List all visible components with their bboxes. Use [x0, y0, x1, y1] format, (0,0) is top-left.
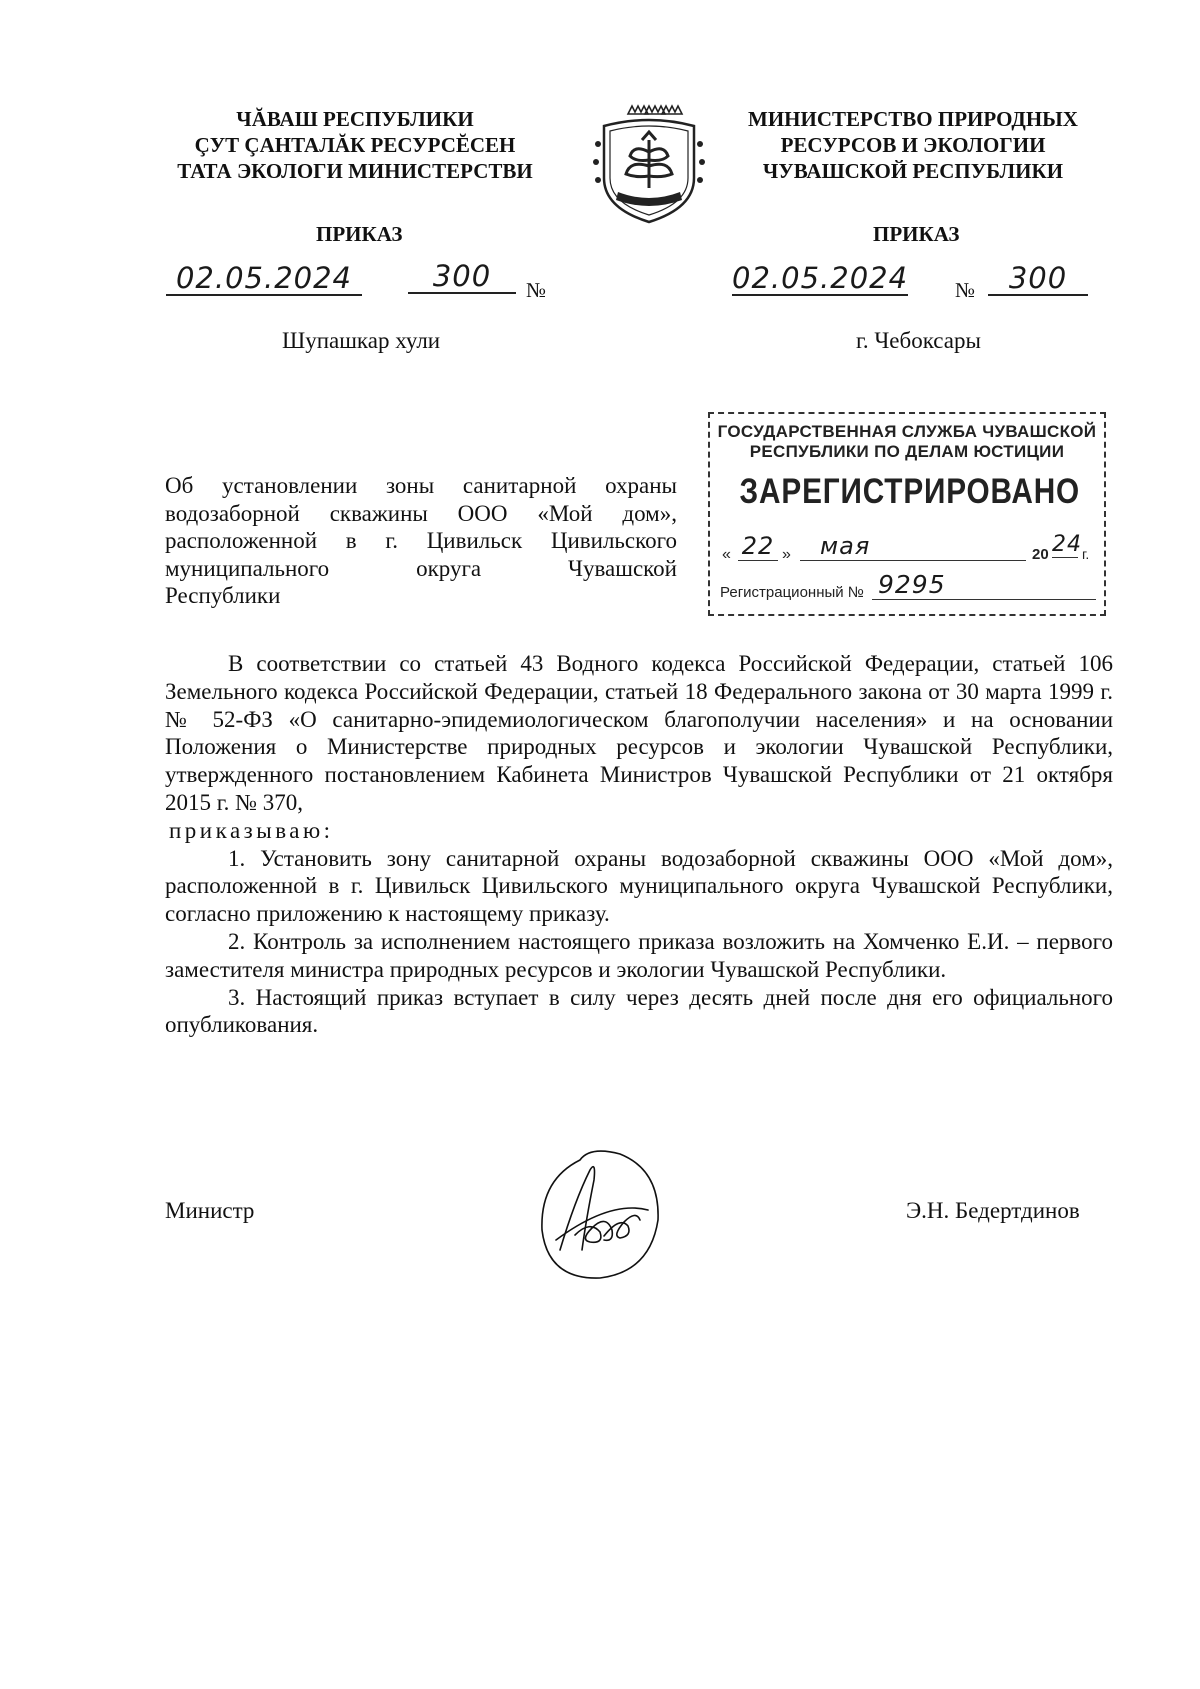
stamp-org-line1: ГОСУДАРСТВЕННАЯ СЛУЖБА ЧУВАШСКОЙ — [717, 422, 1097, 441]
city-left: Шупашкар хули — [282, 328, 441, 353]
order-number-right: 300 — [988, 264, 1088, 296]
order-label-right: ПРИКАЗ — [873, 222, 960, 246]
order-title-line4: муниципального округа Чувашской — [165, 555, 677, 581]
stamp-year-unit: г. — [1082, 546, 1090, 562]
order-label-left: ПРИКАЗ — [316, 222, 403, 246]
number-sign-left: № — [526, 278, 547, 302]
registration-stamp — [708, 412, 1106, 616]
header-right — [718, 106, 1108, 184]
order-number-left: 300 — [408, 262, 516, 294]
order-title-line3: расположенной в г. Цивильск Цивильского — [165, 528, 677, 553]
header-right-line2: РЕСУРСОВ И ЭКОЛОГИИ — [780, 133, 1046, 157]
header-right-line1: МИНИСТЕРСТВО ПРИРОДНЫХ — [748, 107, 1078, 131]
body-item-2: 2. Контроль за исполнением настоящего приказа возложить на Хомченко Е.И. – первого заместителя министра природных ресурсов и экологии Чувашской Республики. — [165, 928, 1113, 982]
body-order-word: приказываю: — [169, 817, 334, 843]
order-date-left: 02.05.2024 — [166, 264, 362, 296]
stamp-quote-open: « — [722, 546, 731, 563]
coat-of-arms-emblem — [590, 100, 708, 226]
body-item-1: 1. Установить зону санитарной охраны водозаборной скважины ООО «Мой дом», расположенной в г. Цивильск Цивильского муниципального округа Чувашской Республики, согласно приложению к настоящему приказу. — [165, 845, 1113, 927]
stamp-quote-close: » — [782, 546, 791, 563]
number-sign-right: № — [955, 278, 976, 302]
body-item-3: 3. Настоящий приказ вступает в силу через десять дней после дня его официального опубликования. — [165, 984, 1113, 1038]
stamp-year-suffix: 24 — [1052, 532, 1082, 557]
order-title-line1: Об установлении зоны санитарной охраны — [165, 473, 677, 498]
header-left — [150, 106, 560, 184]
header-left-line1: ЧĂВАШ РЕСПУБЛИКИ — [236, 107, 474, 131]
stamp-reg-label: Регистрационный № — [720, 584, 864, 601]
stamp-reg-number: 9295 — [872, 570, 1096, 600]
city-right: г. Чебоксары — [856, 328, 981, 353]
header-right-line3: ЧУВАШСКОЙ РЕСПУБЛИКИ — [762, 159, 1064, 183]
stamp-day: 22 — [738, 532, 778, 561]
stamp-date-row — [720, 532, 1096, 566]
header-left-line2: ÇУТ ÇАНТАЛĂК РЕСУРСĔСЕН — [194, 133, 516, 157]
order-date-right: 02.05.2024 — [732, 261, 909, 295]
signature-position: Министр — [165, 1198, 255, 1223]
header-left-line3: ТАТА ЭКОЛОГИ МИНИСТЕРСТВИ — [177, 159, 533, 183]
order-title-line2: водозаборной скважины ООО «Мой дом», — [165, 500, 677, 526]
stamp-status: ЗАРЕГИСТРИРОВАНО — [739, 472, 1081, 511]
stamp-reg-row — [720, 570, 1096, 606]
order-title-line5: Республики — [165, 583, 281, 608]
handwritten-signature — [520, 1140, 670, 1290]
signature-name: Э.Н. Бедертдинов — [906, 1198, 1080, 1223]
stamp-year-prefix: 20 — [1032, 546, 1049, 563]
order-body — [165, 650, 1113, 1039]
stamp-org — [710, 422, 1104, 462]
stamp-month: мая — [800, 532, 1026, 561]
stamp-org-line2: РЕСПУБЛИКИ ПО ДЕЛАМ ЮСТИЦИИ — [749, 442, 1065, 461]
order-title — [165, 472, 677, 610]
body-preamble: В соответствии со статьей 43 Водного кодекса Российской Федерации, статьей 106 Земельного кодекса Российской Федерации, статьей 18 Федерального закона от 30 марта 1999 г. № 52-ФЗ «О санитарно-эпидемиологическом благополучии населения» и на основании Положения о Министерстве природных ресурсов и экологии Чувашской Республики, утвержденного постановлением Кабинета Министров Чувашской Республики от 21 октября 2015 г. № 370, — [165, 651, 1113, 815]
